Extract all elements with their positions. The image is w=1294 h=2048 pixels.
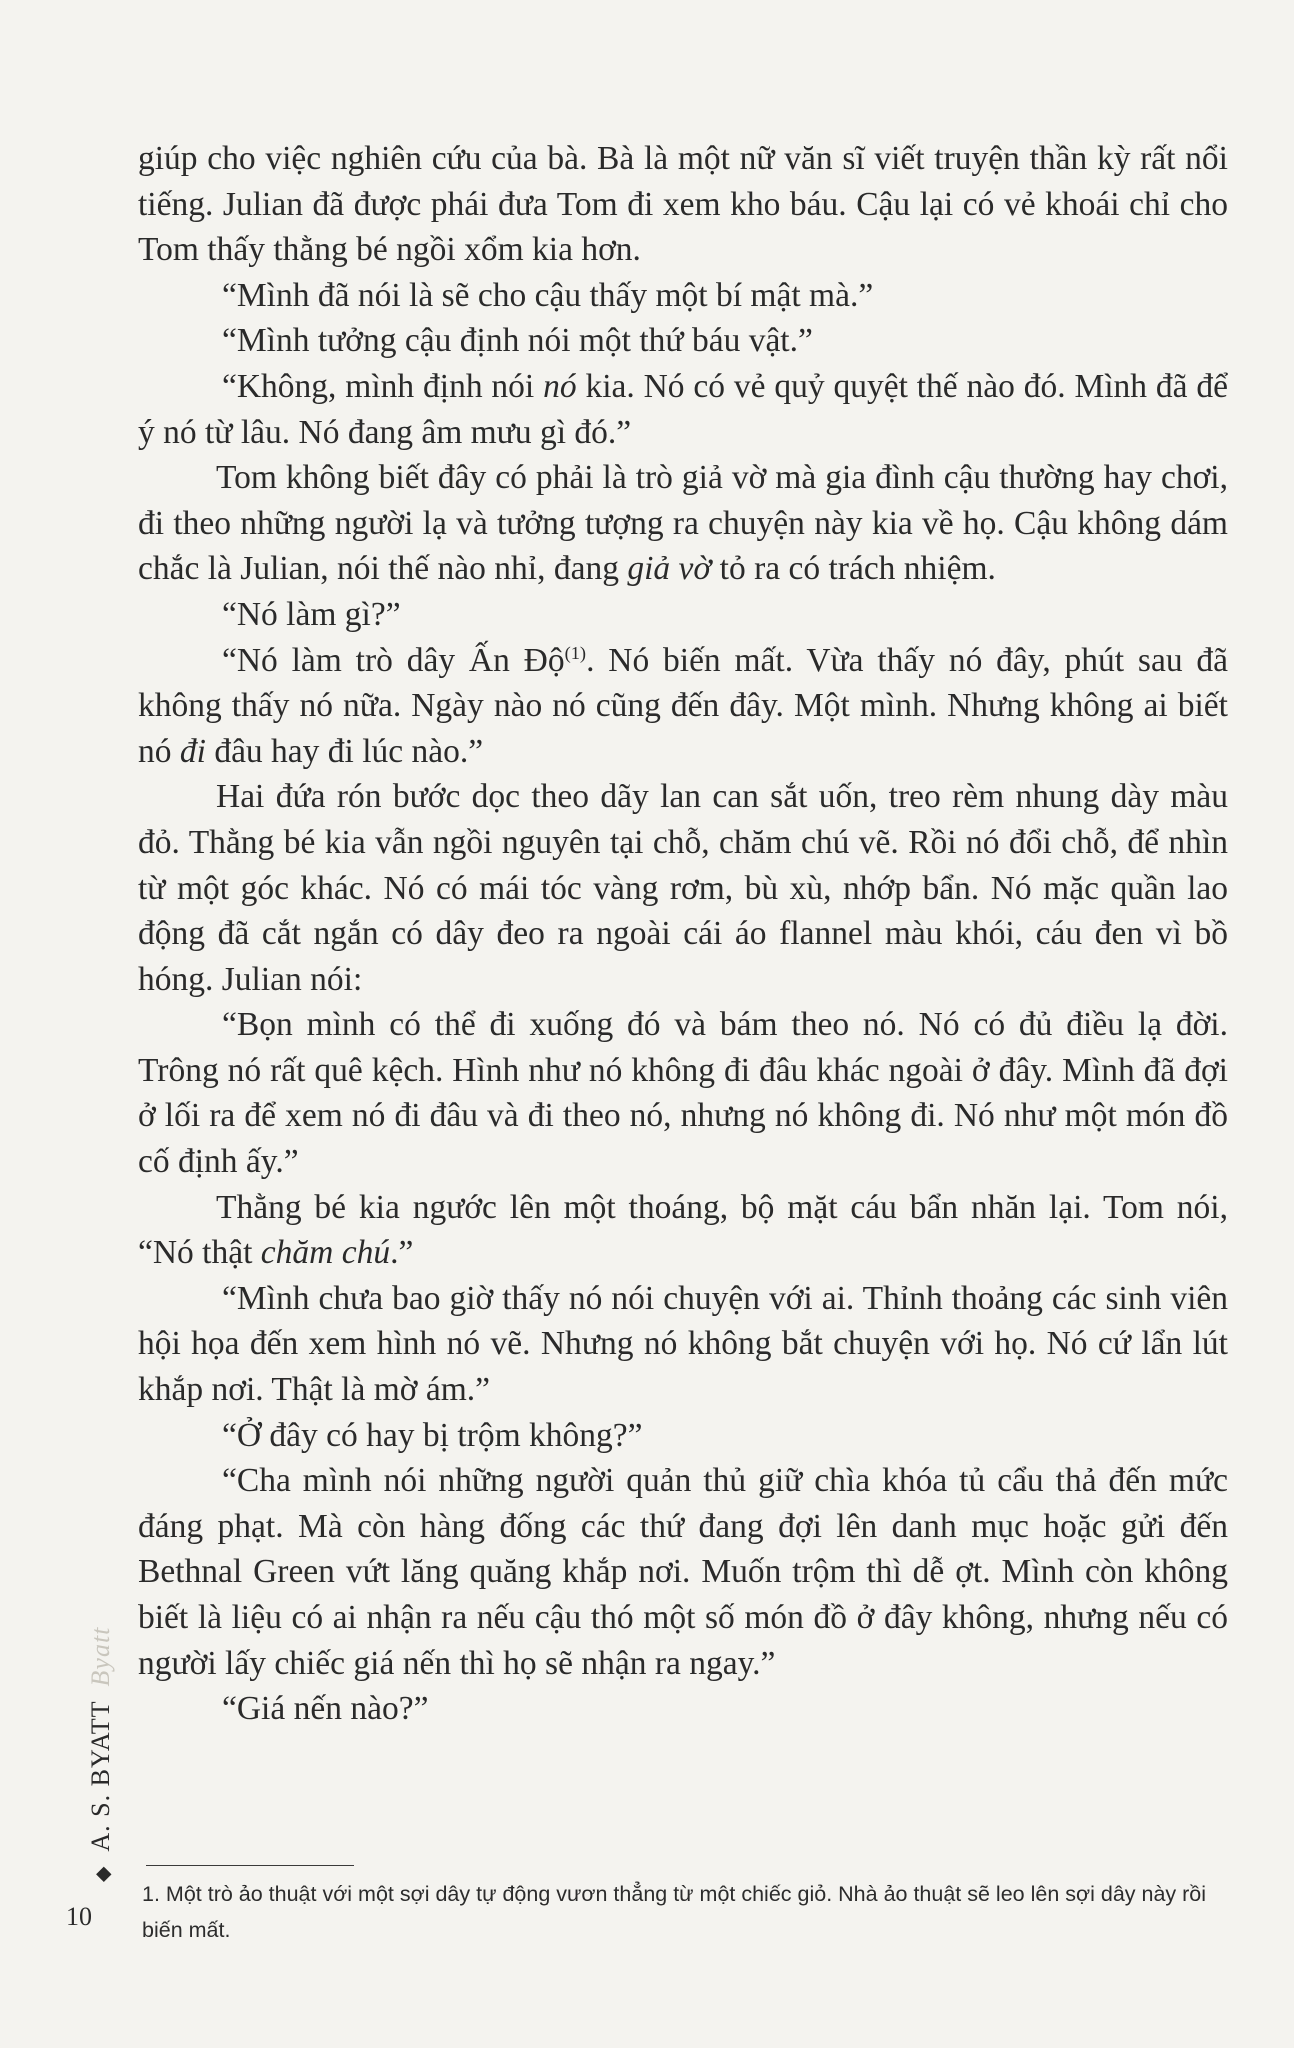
paragraph-3 bbox=[138, 318, 1228, 364]
paragraph-1 bbox=[138, 136, 1228, 273]
paragraph-8 bbox=[138, 774, 1228, 1002]
paragraph-text: kia. Nó có vẻ quỷ quyệt thế nào đó. Mình đã để ý nó từ lâu. Nó đang âm mưu gì đó.” bbox=[138, 367, 1228, 451]
paragraph-text: “Không, mình định nói bbox=[222, 367, 544, 405]
paragraph-12 bbox=[138, 1413, 1228, 1459]
paragraph-7 bbox=[138, 638, 1228, 775]
italic-text: đi bbox=[179, 732, 206, 770]
author-name: A. S. BYATT bbox=[86, 1700, 115, 1852]
page-body bbox=[138, 136, 1228, 1732]
footnote: 1. Một trò ảo thuật với một sợi dây tự động vươn thẳng từ một chiếc giỏ. Nhà ảo thuật sẽ leo lên sợi dây này rồi biến mất. bbox=[142, 1882, 1207, 1942]
paragraph-text: “Cha mình nói những người quản thủ giữ chìa khóa tủ cẩu thả đến mức đáng phạt. Mà còn hàng đống các thứ đang đợi lên danh mục hoặc gửi đến Bethnal Green vứt lăng quăng khắp nơi. Muốn trộm thì dễ ợt. Mình còn không biết là liệu có ai nhận ra nếu cậu thó một số món đồ ở đây không, nhưng nếu có người lấy chiếc giá nến thì họ sẽ nhận ra ngay.” bbox=[138, 1462, 1228, 1682]
paragraph-10 bbox=[138, 1185, 1228, 1276]
paragraph-4 bbox=[138, 364, 1228, 455]
paragraph-11 bbox=[138, 1276, 1228, 1413]
faint-book-title: Byatt bbox=[86, 1626, 115, 1687]
paragraph-text: . Nó biến mất. Vừa thấy nó đây, phút sau đã không thấy nó nữa. Ngày nào nó cũng đến đây. Một mình. Nhưng không ai biết nó bbox=[138, 641, 1229, 770]
paragraph-text: tỏ ra có trách nhiệm. bbox=[711, 550, 996, 588]
paragraph-text: “Giá nến nào?” bbox=[222, 1690, 429, 1728]
footnote-divider bbox=[146, 1865, 354, 1866]
paragraph-text: “Mình chưa bao giờ thấy nó nói chuyện với ai. Thỉnh thoảng các sinh viên hội họa đến xem hình nó vẽ. Nhưng nó không bắt chuyện với họ. Nó cứ lẩn lút khắp nơi. Thật là mờ ám.” bbox=[138, 1279, 1228, 1409]
italic-text: giả vờ bbox=[627, 550, 712, 588]
diamond-icon: ◆ bbox=[92, 1865, 114, 1882]
paragraph-text: Hai đứa rón bước dọc theo dãy lan can sắt uốn, treo rèm nhung dày màu đỏ. Thằng bé kia vẫn ngồi nguyên tại chỗ, chăm chú vẽ. Rồi nó đổi chỗ, để nhìn từ một góc khác. Nó có mái tóc vàng rơm, bù xù, nhớp bẩn. Nó mặc quần lao động đã cắt ngắn có dây đeo ra ngoài cái áo flannel màu khói, cáu đen vì bồ hóng. Julian nói: bbox=[138, 778, 1228, 998]
paragraph-text: Tom không biết đây có phải là trò giả vờ mà gia đình cậu thường hay chơi, đi theo những người lạ và tưởng tượng ra chuyện này kia về họ. Cậu không dám chắc là Julian, nói thế nào nhỉ, đang bbox=[138, 459, 1228, 588]
paragraph-text: “Ở đây có hay bị trộm không?” bbox=[222, 1416, 643, 1454]
footnote-marker: (1) bbox=[564, 642, 587, 663]
paragraph-6 bbox=[138, 592, 1228, 638]
paragraph-14 bbox=[138, 1686, 1228, 1732]
page-number: 10 bbox=[66, 1902, 92, 1931]
paragraph-text: “Nó làm gì?” bbox=[222, 595, 401, 633]
paragraph-9 bbox=[138, 1002, 1228, 1184]
paragraph-2 bbox=[138, 273, 1228, 319]
paragraph-text: “Mình tưởng cậu định nói một thứ báu vật.” bbox=[222, 322, 813, 360]
paragraph-text: Thằng bé kia ngước lên một thoáng, bộ mặt cáu bẩn nhăn lại. Tom nói, “Nó thật bbox=[138, 1188, 1228, 1272]
paragraph-text: .” bbox=[390, 1234, 414, 1272]
italic-text: chăm chú bbox=[260, 1234, 391, 1272]
running-head bbox=[86, 1627, 116, 1882]
paragraph-text: “Bọn mình có thể đi xuống đó và bám theo nó. Nó có đủ điều lạ đời. Trông nó rất quê kệch. Hình như nó không đi đâu khác ngoài ở đây. Mình đã đợi ở lối ra để xem nó đi đâu và đi theo nó, nhưng nó không đi. Nó như một món đồ cố định ấy.” bbox=[138, 1006, 1228, 1181]
paragraph-text: giúp cho việc nghiên cứu của bà. Bà là một nữ văn sĩ viết truyện thần kỳ rất nổi tiếng. Julian đã được phái đưa Tom đi xem kho báu. Cậu lại có vẻ khoái chỉ cho Tom thấy thằng bé ngồi xổm kia hơn. bbox=[138, 140, 1228, 269]
italic-text: nó bbox=[543, 367, 577, 405]
paragraph-text: “Nó làm trò dây Ấn Độ bbox=[222, 641, 565, 679]
paragraph-13 bbox=[138, 1458, 1228, 1686]
paragraph-text: “Mình đã nói là sẽ cho cậu thấy một bí mật mà.” bbox=[222, 276, 874, 314]
paragraph-5 bbox=[138, 455, 1228, 592]
paragraph-text: đâu hay đi lúc nào.” bbox=[205, 732, 484, 770]
